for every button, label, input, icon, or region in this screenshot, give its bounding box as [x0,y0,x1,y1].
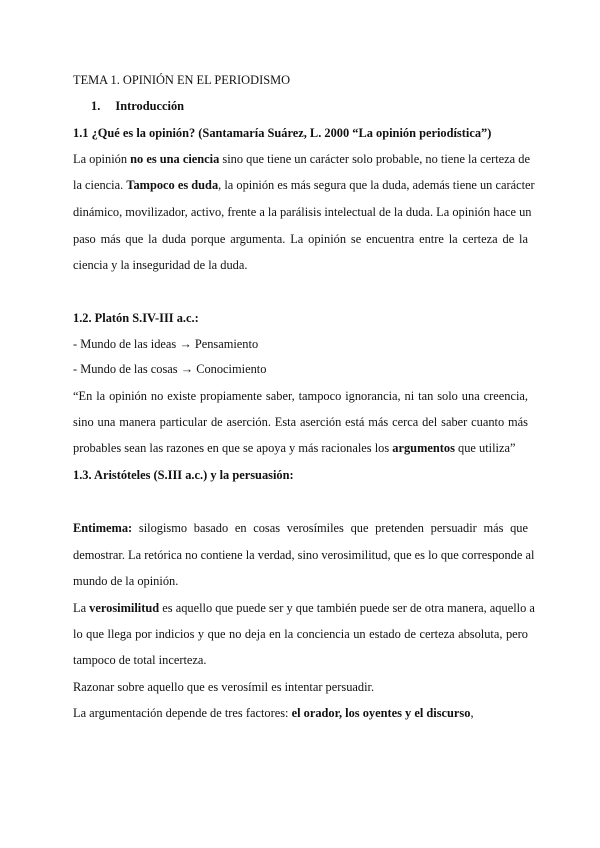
s13-v1-bold: verosimilitud [89,601,160,615]
s11-line-4: paso más que la duda porque argumenta. La opinión se encuentra entre la certeza de la [73,232,528,246]
intro-heading [91,98,546,114]
s13-v1-a: La [73,601,90,615]
s13-verosimilitud-line-2: lo que llega por indicios y que no deja en la conciencia un estado de certeza absoluta, pero [73,627,528,641]
s13-v1-c: es aquello que puede ser y que también puede ser de otra manera, aquello a [159,601,535,615]
s12-quote-line-2: sino una manera particular de aserción. Esta aserción está más cerca del saber cuanto más [73,415,528,429]
s11-l2-bold: Tampoco es duda [126,178,219,192]
section-1-2-heading: 1.2. Platón S.IV-III a.c.: [73,311,199,325]
s11-l1-a: La opinión [73,152,131,166]
s13-a1-a: La argumentación depende de tres factores: [73,706,292,720]
s11-line-5: ciencia y la inseguridad de la duda. [73,258,248,272]
s11-l1-c: sino que tiene un carácter solo probable, no tiene la certeza de [219,152,530,166]
intro-label: Introducción [115,99,185,113]
s11-line-1 [73,151,528,167]
s13-verosimilitud-line-3: tampoco de total incerteza. [73,653,207,667]
s13-argumentacion-line [73,705,528,721]
s13-verosimilitud-line-1 [73,600,535,616]
s12-quote-line-3 [73,440,528,456]
s13-a1-c: , [470,706,474,720]
s13-entimema-line-1 [73,520,528,536]
s13-entimema-line-2: demostrar. La retórica no contiene la verdad, sino verosimilitud, que es lo que corresponde al [73,548,535,562]
s13-a1-bold: el orador, los oyentes y el discurso [291,706,471,720]
s12-q3-c: que utiliza” [454,441,516,455]
s13-e1-bold: Entimema: [73,521,133,535]
s13-e1-rest: silogismo basado en cosas verosímiles que pretenden persuadir más que [132,521,528,535]
intro-number: 1. [91,99,101,113]
s12-quote-line-1: “En la opinión no existe propiamente saber, tampoco ignorancia, ni tan solo una creencia, [73,389,528,403]
s11-l1-bold: no es una ciencia [130,152,220,166]
s12-item-2: - Mundo de las cosas → Conocimiento [73,362,267,376]
s12-q3-a: probables sean las razones en que se apoya y más racionales los [73,441,393,455]
s11-line-2 [73,177,535,193]
section-1-3-heading: 1.3. Aristóteles (S.III a.c.) y la persuasión: [73,468,294,482]
s12-q3-bold: argumentos [392,441,455,455]
s13-razonar-line: Razonar sobre aquello que es verosímil es intentar persuadir. [73,680,375,694]
document-title: TEMA 1. OPINIÓN EN EL PERIODISMO [73,73,291,87]
section-1-1-heading: 1.1 ¿Qué es la opinión? (Santamaría Suárez, L. 2000 “La opinión periodística”) [73,126,492,140]
s11-l2-c: , la opinión es más segura que la duda, además tiene un carácter [218,178,535,192]
s13-entimema-line-3: mundo de la opinión. [73,574,179,588]
s12-item-1: - Mundo de las ideas → Pensamiento [73,337,259,351]
s11-l2-a: la ciencia. [73,178,127,192]
s11-line-3: dinámico, movilizador, activo, frente a la parálisis intelectual de la duda. La opinión hace un [73,205,532,219]
